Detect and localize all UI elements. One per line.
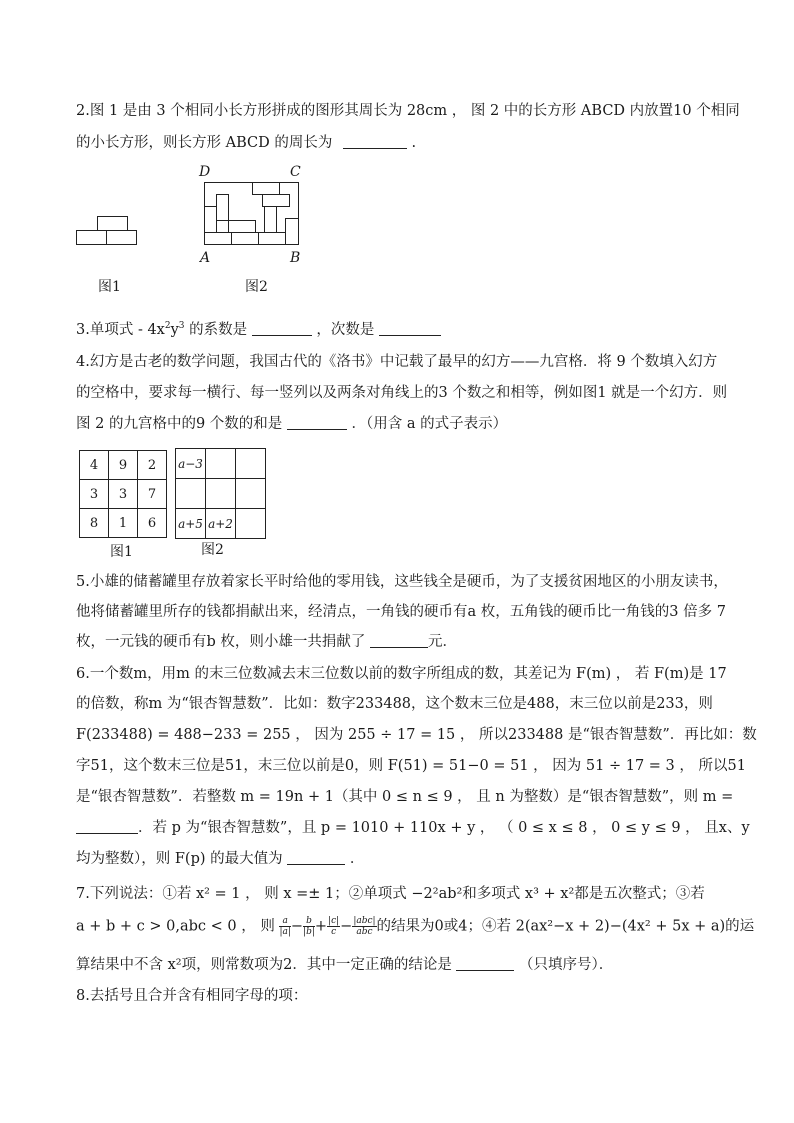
q2-line-1: 2.图 1 是由 3 个相同小长方形拼成的图形其周长为 28cm ， 图 2 中的长方形 ABCD 内放置10 个相同: [76, 103, 740, 119]
grid-cell: a+5: [176, 509, 206, 539]
q6-line-6-text: ．若 p 为“银杏智慧数”，且 p = 1010 + 110x + y ， （ 0 ≤ x ≤ 8 ， 0 ≤ y ≤ 9 ， 且x、y: [138, 820, 750, 836]
fraction-abs-abc-over-abc: [352, 916, 376, 937]
q7-line-1: 7.下列说法：①若 x² = 1 ， 则 x =± 1；②单项式 −2²ab²和多项式 x³ + x²都是五次整式；③若: [76, 886, 705, 902]
q6-line-4: 字51，这个数末三位是51，末三位以前是0，则 F(51) = 51−0 = 51 ， 因为 51 ÷ 17 = 3 ， 所以51: [76, 758, 746, 774]
q4-line-3: [76, 414, 507, 434]
q7-line-2-suffix: 的结果为0或4；④若 2(ax²−x + 2)−(4x² + 5x + a)的运: [376, 918, 755, 935]
q6-line-7-text: 均为整数），则 F(p) 的最大值为: [76, 851, 283, 867]
q5-line-2: 他将储蓄罐里所存的钱都捐献出来，经清点，一角钱的硬币有a 枚，五角钱的硬币比一角钱的3 倍多 7: [76, 604, 726, 620]
q6-line-2: 的倍数，称m 为“银杏智慧数”．比如：数字233488，这个数末三位是488，末三位以前是233，则: [76, 696, 713, 712]
q4-line-2: 的空格中，要求每一横行、每一竖列以及两条对角线上的3 个数之和相等，例如图1 就是一个幻方．则: [76, 385, 728, 401]
grid-cell: 7: [138, 480, 167, 509]
q5-line-3-text: 枚，一元钱的硬币有b 枚，则小雄一共捐献了: [76, 634, 366, 650]
grid-cell: 2: [138, 451, 167, 480]
q3-coef-label: 的系数是: [184, 321, 248, 338]
small-rect: [253, 183, 280, 195]
q7-line-2: a + b + c > 0,abc < 0 ， 则 $\frac{a}{|a|}$ − $\frac{b}{|b|}$ + $\frac{|c|}{c}$ − $\frac{\text{|abc|}}{\text{abc}}$ 的结果为0或4；④若 2(ax²−x + 2)−(4x² + 5x + a)的运: [76, 916, 755, 937]
frac-numerator: a: [279, 916, 290, 927]
grid-cell: 3: [109, 480, 138, 509]
q3-degree-blank[interactable]: [379, 321, 441, 336]
q2-fig1-caption: 图1: [98, 279, 121, 295]
small-rect: [205, 207, 217, 233]
q7-line-3-suffix: （只填序号）．: [519, 957, 614, 973]
q2-fig2-caption: 图2: [245, 279, 268, 295]
fig1-rect-top: [98, 217, 128, 231]
grid-cell: 9: [109, 451, 138, 480]
q6-line-1: 6.一个数m，用m 的末三位数减去末三位数以前的数字所组成的数，其差记为 F(m) ， 若 F(m)是 17: [76, 666, 727, 682]
q2-line-2: 的小长方形，则长方形 ABCD 的周长为 .: [76, 135, 417, 151]
magic-square-figure-1: [79, 450, 167, 538]
q4-fig2-caption: 图2: [201, 542, 224, 558]
frac-numerator: b: [303, 916, 315, 927]
q3-exp-x: 2: [164, 321, 171, 331]
q7-line-3-text: 算结果中不含 x²项，则常数项为2．其中一定正确的结论是: [76, 957, 452, 973]
q4-line-3-suffix: ．（用含 a 的式子表示）: [351, 416, 508, 432]
grid-cell: [236, 479, 266, 509]
q3-degree-label: ，次数是: [316, 321, 375, 338]
q6-line-6: [76, 818, 750, 838]
small-rect: [263, 195, 290, 207]
grid-cell: 4: [80, 451, 109, 480]
q2-figure-1: [76, 212, 142, 248]
q3-prefix: 3.单项式 - 4x: [76, 321, 165, 338]
q3-line: [76, 316, 441, 340]
q3-var-y: y: [170, 321, 179, 338]
frac-numerator: |c|: [328, 916, 340, 926]
grid-cell: a+2: [206, 509, 236, 539]
q3-exp-y: 3: [178, 321, 185, 331]
q4-line-1: 4.幻方是古老的数学问题，我国古代的《洛书》中记载了最早的幻方——九宫格．将 9 个数填入幻方: [76, 354, 718, 370]
q6-line-7-suffix: ．: [349, 851, 365, 867]
small-rect: [286, 219, 299, 245]
rectangle-abcd: [205, 183, 299, 245]
grid-cell: [176, 479, 206, 509]
q3-coefficient-blank[interactable]: [252, 321, 312, 336]
grid-cell: 8: [80, 509, 109, 538]
grid-cell: 3: [80, 480, 109, 509]
corner-b-label: B: [290, 250, 301, 266]
grid-cell: a−3: [176, 449, 206, 479]
fig1-rect-left: [77, 231, 107, 245]
q7-line-3: [76, 955, 613, 975]
q5-line-3-suffix: 元．: [428, 634, 457, 650]
q2-answer-blank[interactable]: [343, 134, 407, 149]
frac-denominator: |a|: [279, 927, 291, 937]
q4-answer-blank[interactable]: [287, 415, 347, 430]
grid-cell: [236, 509, 266, 539]
q5-line-3: [76, 632, 457, 652]
q5-line-1: 5.小雄的储蓄罐里存放着家长平时给他的零用钱，这些钱全是硬币，为了支援贫困地区的小朋友读书，: [76, 574, 728, 590]
q6-line-5: 是“银杏智慧数”．若整数 m = 19n + 1（其中 0 ≤ n ≤ 9 ， 且 n 为整数）是“银杏智慧数”，则 m =: [76, 789, 734, 805]
fraction-a-over-abs-a: [279, 916, 290, 937]
frac-denominator: abc: [356, 927, 373, 937]
q2-figure-2: [200, 180, 302, 248]
fraction-b-over-abs-b: [303, 916, 315, 937]
q4-line-3-text: 图 2 的九宫格中的9 个数的和是: [76, 416, 283, 432]
q6-line-7: [76, 849, 364, 869]
small-rect: [217, 195, 229, 221]
frac-denominator: c: [331, 927, 337, 937]
q7-answer-blank[interactable]: [456, 956, 514, 971]
small-rect: [259, 233, 286, 245]
corner-d-label: D: [199, 164, 211, 180]
q7-line-2-text: a + b + c > 0,abc < 0 ， 则: [76, 918, 275, 935]
q2-line-2-text: 的小长方形，则长方形 ABCD 的周长为: [76, 135, 333, 151]
grid-cell: [206, 479, 236, 509]
grid-cell: [206, 449, 236, 479]
q6-m-answer-blank[interactable]: [76, 819, 138, 834]
corner-a-label: A: [200, 250, 211, 266]
small-rect: [232, 233, 259, 245]
small-rect: [265, 207, 277, 233]
magic-square-figure-2: [175, 448, 266, 539]
fraction-abs-c-over-c: [327, 916, 340, 937]
grid-cell: 1: [109, 509, 138, 538]
small-rect: [205, 233, 232, 245]
frac-denominator: |b|: [303, 927, 315, 937]
frac-numerator: |abc|: [353, 916, 376, 926]
q8-line-1: 8.去括号且合并含有相同字母的项：: [76, 988, 308, 1004]
q6-fp-answer-blank[interactable]: [287, 850, 345, 865]
grid-cell: 6: [138, 509, 167, 538]
q4-fig1-caption: 图1: [110, 544, 133, 560]
q5-answer-blank[interactable]: [370, 633, 428, 648]
grid-cell: [236, 449, 266, 479]
corner-c-label: C: [290, 164, 301, 180]
small-rect: [229, 221, 256, 233]
q6-line-3: F(233488) = 488−233 = 255 ， 因为 255 ÷ 17 = 15 ， 所以233488 是“银杏智慧数”．再比如：数: [76, 727, 757, 743]
fig1-rect-right: [107, 231, 137, 245]
